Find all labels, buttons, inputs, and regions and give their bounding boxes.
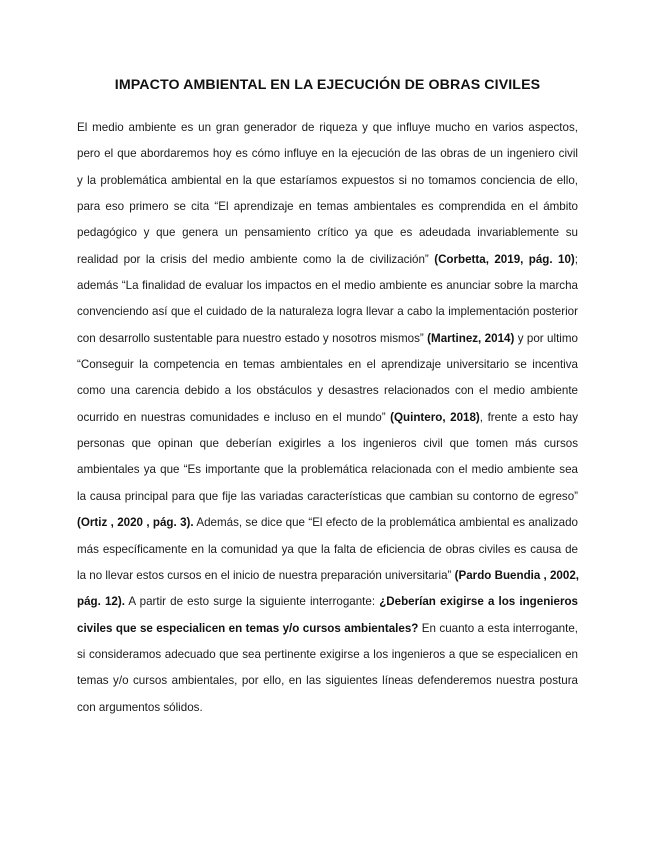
citation-text: (Martinez, 2014) xyxy=(427,331,515,345)
line-text: realidad por la crisis del medio ambiente como la de civilización” xyxy=(77,252,435,266)
text-line xyxy=(77,698,578,724)
citation-text: (Ortiz , 2020 , pág. 3). xyxy=(77,516,194,530)
line-text: convenciendo así que el cuidado de la naturaleza logra llevar a cabo la implementación posterior xyxy=(77,305,578,319)
line-text: y por ultimo xyxy=(514,331,578,345)
citation-text: civiles que se especialicen en temas y/o cursos ambientales? xyxy=(77,621,419,635)
text-line xyxy=(77,408,578,434)
text-line xyxy=(77,671,578,697)
text-line xyxy=(77,487,578,513)
citation-text: ¿Deberían exigirse a los ingenieros xyxy=(379,595,578,609)
line-text: si consideramos adecuado que sea pertinente exigirse a los ingenieros a que se especialicen en xyxy=(77,647,578,661)
line-text: El medio ambiente es un gran generador de riqueza y que influye mucho en varios aspectos, xyxy=(77,121,578,134)
text-line xyxy=(77,223,578,249)
text-line xyxy=(77,460,578,486)
line-text: la causa principal para que fije las variadas características que cambian su contorno de egreso” xyxy=(77,489,578,503)
line-text: temas y/o cursos ambientales, por ello, en las siguientes líneas defenderemos nuestra postura xyxy=(77,674,578,688)
line-text: más específicamente en la comunidad ya que la falta de eficiencia de obras civiles es causa de xyxy=(77,542,578,556)
line-text: como una carencia debido a los obstáculos y desastres relacionados con el medio ambiente xyxy=(77,384,578,398)
text-line xyxy=(77,329,578,355)
line-text: además “La finalidad de evaluar los impactos en el medio ambiente es anunciar sobre la marcha xyxy=(77,279,578,293)
line-text: A partir de esto surge la siguiente interrogante: xyxy=(124,595,380,609)
text-line xyxy=(77,619,578,645)
line-text: personas que opinan que deberían exigirles a los ingenieros civil que tomen más cursos xyxy=(77,437,578,451)
text-line xyxy=(77,144,578,170)
line-text: ; xyxy=(574,252,579,266)
text-line xyxy=(77,302,578,328)
line-text: Además, se dice que “El efecto de la problemática ambiental es analizado xyxy=(193,516,578,530)
line-text: ambientales ya que “Es importante que la problemática relacionada con el medio ambiente sea xyxy=(77,463,578,477)
line-text: la no llevar estos cursos en el inicio de nuestra preparación universitaria” xyxy=(77,568,455,582)
citation-text: (Pardo Buendia , 2002, xyxy=(454,568,579,582)
citation-text: pág. 12). xyxy=(77,595,125,609)
line-text: con argumentos sólidos. xyxy=(77,700,203,714)
text-line xyxy=(77,566,578,592)
citation-text: (Quintero, 2018) xyxy=(390,410,480,424)
text-line xyxy=(77,171,578,197)
text-line xyxy=(77,250,578,276)
line-text: , frente a esto hay xyxy=(479,410,579,424)
body-paragraph xyxy=(77,118,578,724)
line-text: pero el que abordaremos hoy es cómo influye en la ejecución de las obras de un ingeniero civil xyxy=(77,147,578,161)
citation-text: (Corbetta, 2019, pág. 10) xyxy=(434,252,575,266)
text-line xyxy=(77,197,578,223)
text-line xyxy=(77,513,578,539)
line-text: ocurrido en nuestras comunidades e incluso en el mundo” xyxy=(77,410,391,424)
text-line xyxy=(77,355,578,381)
line-text: y la problemática ambiental en la que estaríamos expuestos si no tomamos conciencia de ello, xyxy=(77,173,578,187)
line-text: pedagógico y que genera un pensamiento crítico ya que es adeudada invariablemente su xyxy=(77,226,578,240)
text-line xyxy=(77,540,578,566)
text-line xyxy=(77,434,578,460)
text-line xyxy=(77,381,578,407)
line-text: para eso primero se cita “El aprendizaje en temas ambientales es comprendida en el ámbito xyxy=(77,200,578,214)
text-line xyxy=(77,276,578,302)
text-line xyxy=(77,645,578,671)
line-text: En cuanto a esta interrogante, xyxy=(418,621,579,635)
line-text: “Conseguir la competencia en temas ambientales en el aprendizaje universitario se incentiva xyxy=(77,358,578,372)
text-line xyxy=(77,118,578,144)
text-line xyxy=(77,592,578,618)
line-text: con desarrollo sustentable para nuestro estado y nosotros mismos” xyxy=(77,331,428,345)
document-title: IMPACTO AMBIENTAL EN LA EJECUCIÓN DE OBRAS CIVILES xyxy=(114,77,541,93)
